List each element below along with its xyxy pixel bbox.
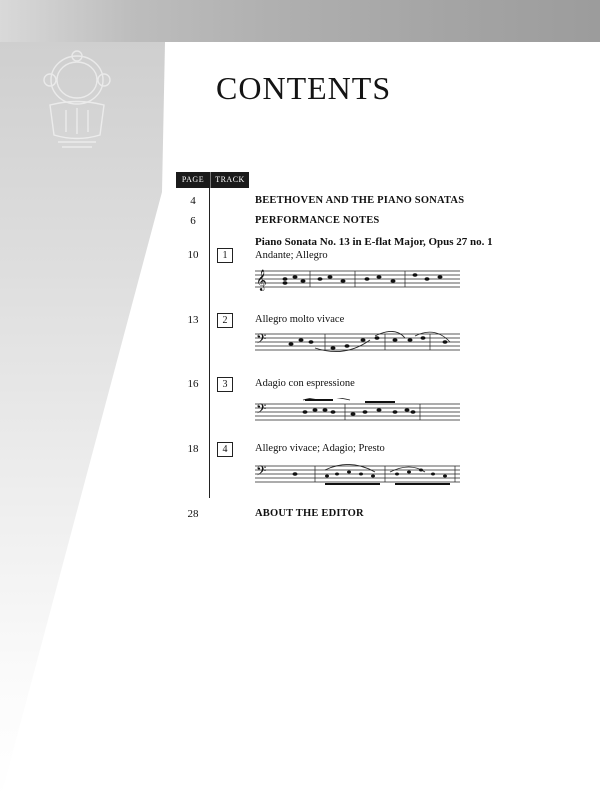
work-title: Piano Sonata No. 13 in E-flat Major, Opus 27 no. 1 <box>255 236 493 248</box>
page-title: CONTENTS <box>216 70 392 106</box>
music-incipit <box>255 328 460 358</box>
track-number: 2 <box>217 313 233 328</box>
svg-text:𝄢: 𝄢 <box>256 465 267 482</box>
page-number: 28 <box>187 508 199 520</box>
tempo-marking: Allegro molto vivace <box>255 314 345 325</box>
top-banner <box>0 0 600 42</box>
page-number: 18 <box>187 443 199 455</box>
page-number: 13 <box>187 314 199 326</box>
contents-entry: ABOUT THE EDITOR <box>255 508 364 519</box>
page-number: 16 <box>187 378 199 390</box>
contents-entry: BEETHOVEN AND THE PIANO SONATAS <box>255 195 465 206</box>
tempo-marking: Andante; Allegro <box>255 250 328 261</box>
music-incipit <box>255 460 460 490</box>
music-incipit <box>255 398 460 428</box>
svg-text:𝄞: 𝄞 <box>256 270 267 290</box>
svg-text:𝄢: 𝄢 <box>256 403 267 420</box>
schirmer-logo <box>36 50 118 150</box>
tempo-marking: Allegro vivace; Adagio; Presto <box>255 443 385 454</box>
track-number: 4 <box>217 442 233 457</box>
track-number: 3 <box>217 377 233 392</box>
track-number: 1 <box>217 248 233 263</box>
page-number: 6 <box>190 215 196 227</box>
header-track: TRACK <box>210 172 249 188</box>
svg-text:𝄢: 𝄢 <box>256 333 267 350</box>
page-number: 10 <box>187 249 199 261</box>
contents-entry: PERFORMANCE NOTES <box>255 215 380 226</box>
page-number: 4 <box>190 195 196 207</box>
header-page: PAGE <box>176 172 210 188</box>
tempo-marking: Adagio con espressione <box>255 378 355 389</box>
music-incipit <box>255 265 460 295</box>
